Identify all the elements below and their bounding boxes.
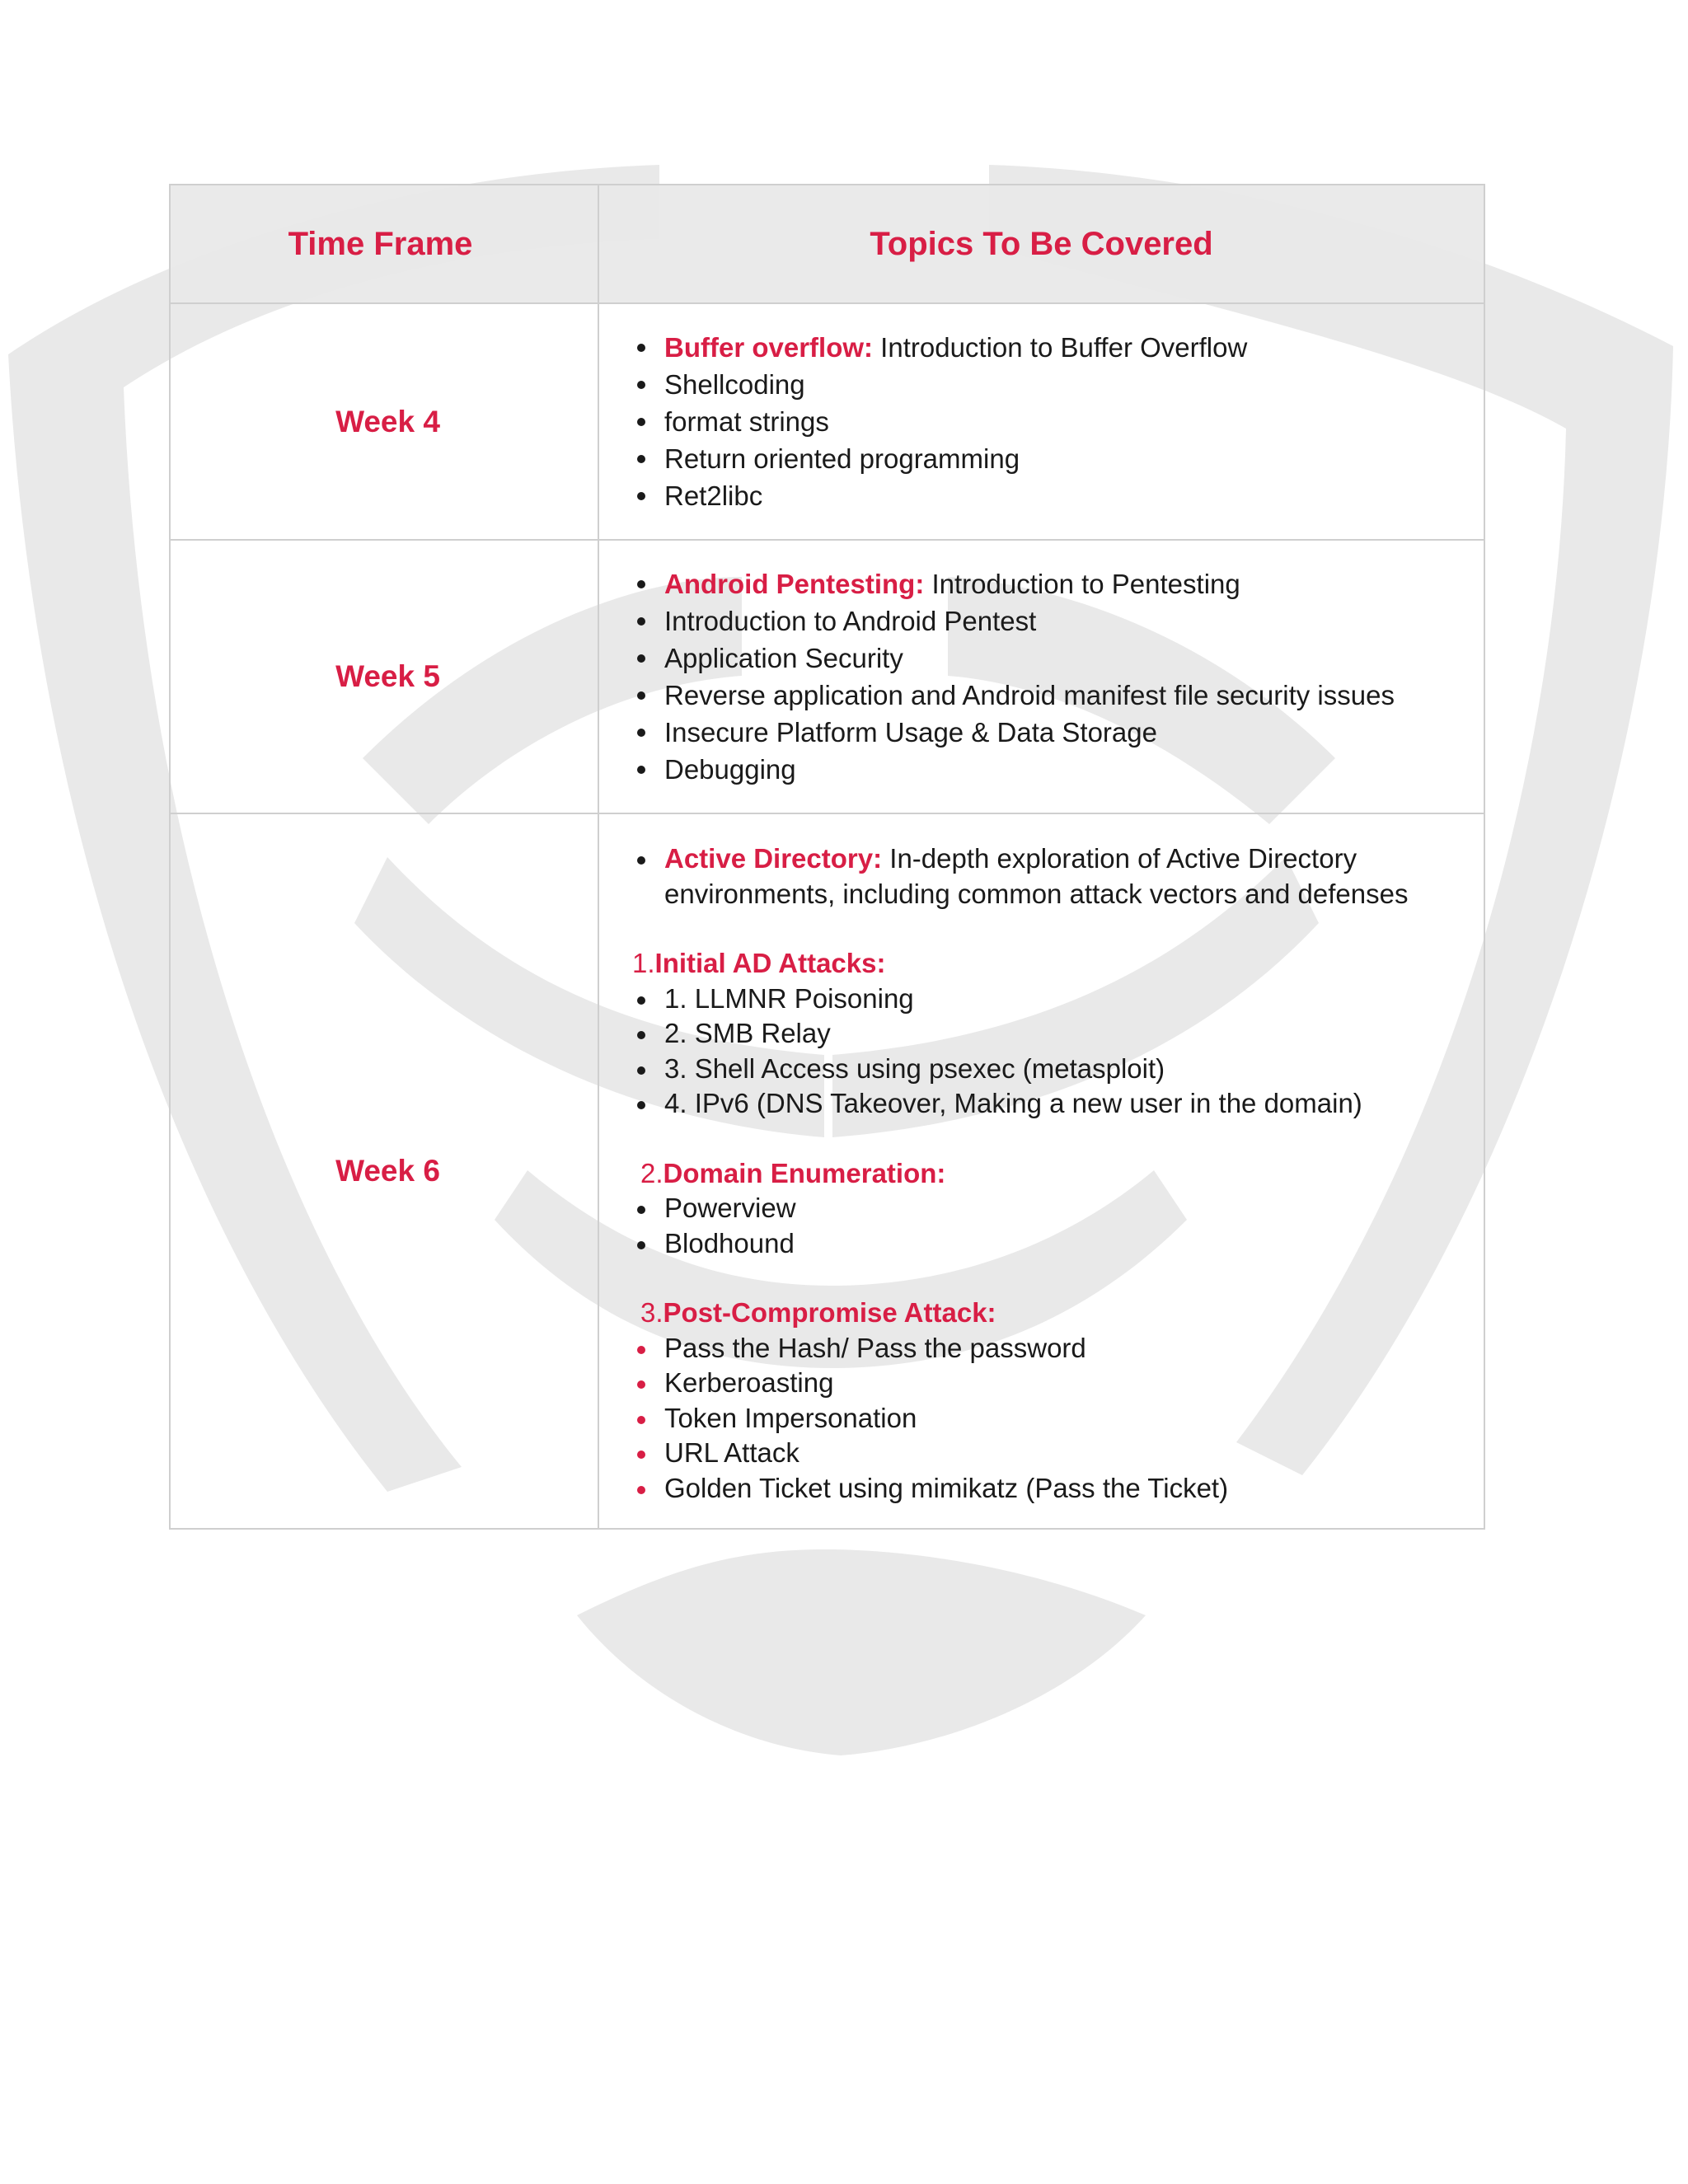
table-row-week-4 <box>170 303 1484 540</box>
list-item: 1. LLMNR Poisoning <box>632 982 1451 1017</box>
section-title <box>632 1156 1451 1192</box>
list-item: Kerberoasting <box>632 1366 1451 1401</box>
week-label: Week 6 <box>170 813 598 1529</box>
section-title <box>632 946 1451 982</box>
week-label: Week 4 <box>170 303 598 540</box>
list-item: Insecure Platform Usage & Data Storage <box>632 714 1451 751</box>
list-item: format strings <box>632 403 1451 440</box>
list-item: Shellcoding <box>632 366 1451 403</box>
topic-heading: Active Directory: <box>664 843 883 874</box>
list-item: Ret2libc <box>632 477 1451 514</box>
list-item: Golden Ticket using mimikatz (Pass the Ticket) <box>632 1471 1451 1507</box>
course-schedule-table <box>169 184 1485 1530</box>
topics-list <box>632 1191 1451 1261</box>
list-item: Token Impersonation <box>632 1401 1451 1436</box>
section-title <box>632 1296 1451 1331</box>
section-heading: Domain Enumeration: <box>663 1157 946 1188</box>
week-label: Week 5 <box>170 540 598 813</box>
list-item <box>632 329 1451 366</box>
table-row-week-5 <box>170 540 1484 813</box>
section-number: 3. <box>640 1297 663 1328</box>
list-item: 4. IPv6 (DNS Takeover, Making a new user in the domain) <box>632 1086 1451 1122</box>
topics-list <box>632 982 1451 1122</box>
topic-text: Introduction to Pentesting <box>924 569 1240 599</box>
topic-text: In-depth exploration of Active Directory environments, including common attack vectors and defenses <box>664 843 1409 909</box>
time-frame-header: Time Frame <box>170 185 598 303</box>
topics-cell <box>598 540 1484 813</box>
topics-list <box>632 841 1451 912</box>
section-heading: Post-Compromise Attack: <box>663 1297 996 1328</box>
table-header-row <box>170 185 1484 303</box>
list-item: Reverse application and Android manifest file security issues <box>632 677 1451 714</box>
section-number: 2. <box>640 1157 663 1188</box>
list-item: Blodhound <box>632 1226 1451 1262</box>
list-item <box>632 841 1451 912</box>
list-item: Pass the Hash/ Pass the password <box>632 1331 1451 1366</box>
section-heading: Initial AD Attacks: <box>654 948 886 978</box>
topics-list <box>632 565 1451 788</box>
topics-list <box>632 1331 1451 1507</box>
list-item: URL Attack <box>632 1436 1451 1471</box>
topics-list <box>632 329 1451 514</box>
list-item: Powerview <box>632 1191 1451 1226</box>
topic-heading: Buffer overflow: <box>664 332 874 363</box>
list-item: 2. SMB Relay <box>632 1016 1451 1052</box>
list-item: Debugging <box>632 751 1451 788</box>
list-item: Application Security <box>632 640 1451 677</box>
list-item <box>632 565 1451 602</box>
list-item: Introduction to Android Pentest <box>632 602 1451 640</box>
topic-heading: Android Pentesting: <box>664 569 925 599</box>
list-item: 3. Shell Access using psexec (metasploit) <box>632 1052 1451 1087</box>
topics-header: Topics To Be Covered <box>598 185 1484 303</box>
topics-cell <box>598 303 1484 540</box>
section-number: 1. <box>632 948 655 978</box>
topic-text: Introduction to Buffer Overflow <box>873 332 1248 363</box>
list-item: Return oriented programming <box>632 440 1451 477</box>
topics-cell <box>598 813 1484 1529</box>
table-row-week-6 <box>170 813 1484 1529</box>
